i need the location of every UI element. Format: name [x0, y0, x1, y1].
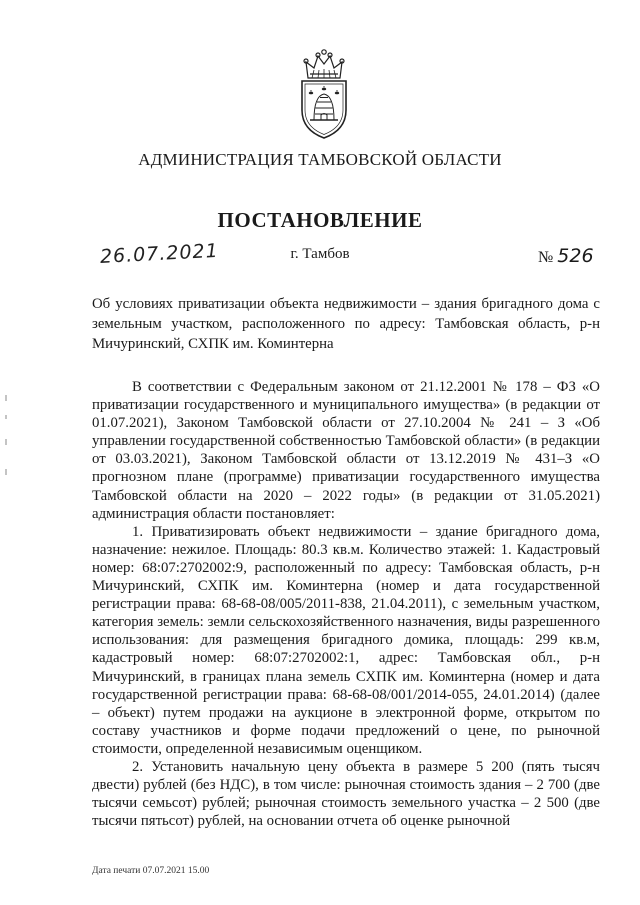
item-2-paragraph: 2. Установить начальную цену объекта в размере 5 200 (пять тысяч двести) рублей (без НДС), в том числе: рыночная стоимость здания – 2 700 (две тысячи семьсот) рублей; рыночная стоимость земельного участка – 2 500 (две тысячи пятьсот) рублей, на основании отчета об оценке рыночной: [92, 758, 600, 830]
number-sign: №: [538, 249, 554, 266]
tambov-coat-of-arms-icon: [296, 48, 352, 140]
document-subject: Об условиях приватизации объекта недвижимости – здания бригадного дома с земельным участком, расположенного по адресу: Тамбовская область, р-н Мичуринский, СХПК им. Коминтерна: [92, 296, 600, 352]
document-body: [92, 378, 600, 830]
document-date: 26.07.2021: [99, 239, 220, 268]
margin-scan-marks-icon: [3, 395, 9, 485]
organization-name: АДМИНИСТРАЦИЯ ТАМБОВСКОЙ ОБЛАСТИ: [138, 150, 502, 169]
document-type-title: ПОСТАНОВЛЕНИЕ: [217, 208, 423, 232]
document-number: [538, 245, 594, 267]
document-city: г. Тамбов: [290, 246, 350, 262]
item-1-paragraph: 1. Приватизировать объект недвижимости – здание бригадного дома, назначение: нежилое. Площадь: 80.3 кв.м. Количество этажей: 1. Кадастровый номер: 68:07:2702002:9, расположенный по адресу: Тамбовская область, р-н Мичуринский, СХПК им. Коминтерна (номер и дата государственной регистрации права: 68-68-08/005/2011-838, 21.04.2011), с земельным участком, категория земель: земли сельскохозяйственного назначения, виды разрешенного использования: для размещения бригадного домика, площадь: 299 кв.м, кадастровый номер: 68:07:2702002:1, адрес: Тамбовская обл., р-н Мичуринский, в границах плана земель СХПК им. Коминтерна (номер и дата государственной регистрации права: 68-68-08/001/2014-055, 24.01.2014) (далее – объект) путем продажи на аукционе в электронной форме, открытом по составу участников и форме подачи предложений о цене, по рыночной стоимости, определенной независимым оценщиком.: [92, 523, 600, 757]
number-value: 526: [557, 245, 594, 267]
print-date-footer: Дата печати 07.07.2021 15.00: [92, 866, 210, 876]
preamble-paragraph: В соответствии с Федеральным законом от 21.12.2001 № 178 – ФЗ «О приватизации государственного и муниципального имущества» (в редакции от 01.07.2021), Законом Тамбовской области от 27.10.2004 № 241 – З «Об управлении государственной собственностью Тамбовской области» (в редакции от 03.03.2021), Законом Тамбовской области от 13.12.2019 № 431–З «О прогнозном плане (программе) приватизации государственного имущества Тамбовской области на 2020 – 2022 годы» (в редакции от 31.05.2021) администрация области постановляет:: [92, 379, 600, 522]
